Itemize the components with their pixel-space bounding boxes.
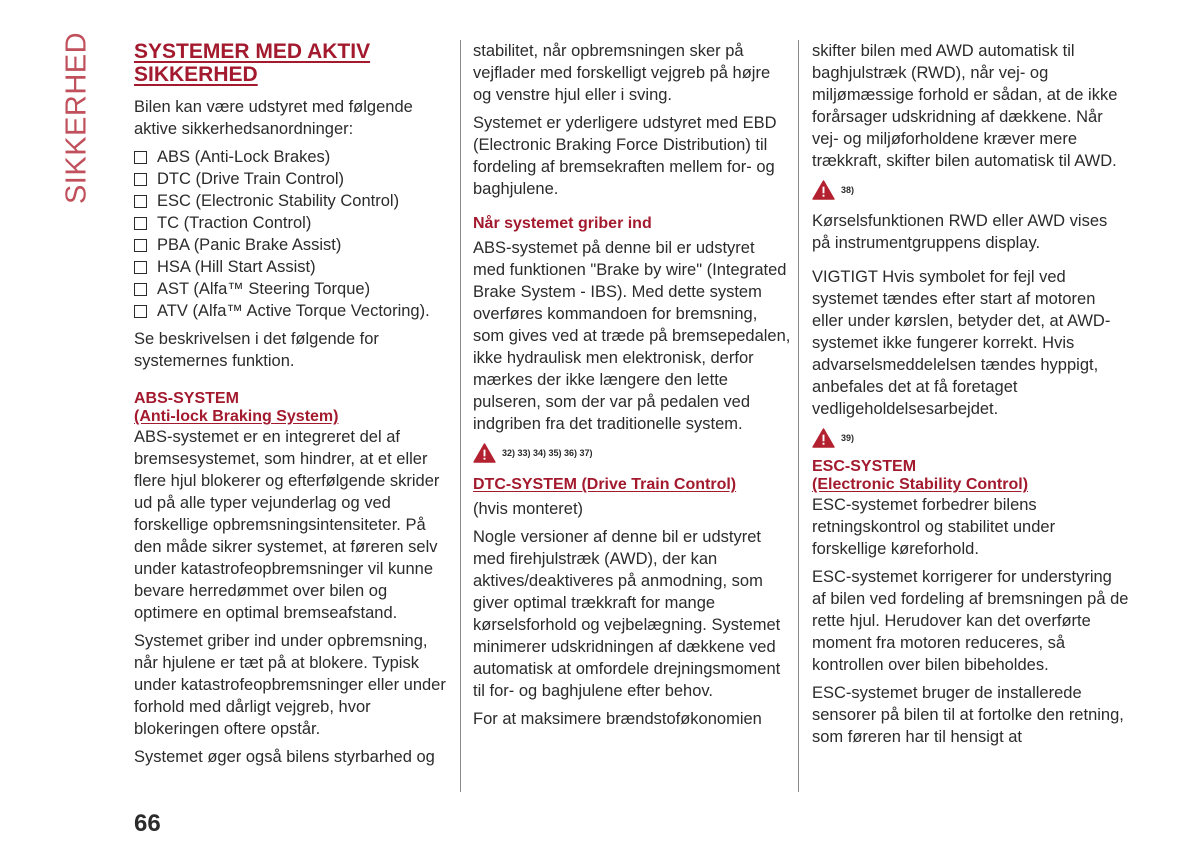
checkbox-bullet-icon bbox=[134, 195, 147, 208]
checkbox-bullet-icon bbox=[134, 239, 147, 252]
paragraph: Systemet er yderligere udstyret med EBD (Electronic Braking Force Distribution) til fordeling af bremsekraften mellem for- og baghjulene. bbox=[473, 114, 777, 198]
section-title: SYSTEMER MED AKTIV SIKKERHED bbox=[134, 40, 371, 86]
list-item: PBA (Panic Brake Assist) bbox=[134, 234, 452, 256]
safety-device-list bbox=[134, 146, 452, 322]
after-list-paragraph: Se beskrivelsen i det følgende for systemernes funktion. bbox=[134, 330, 379, 370]
paragraph: ESC-systemet korrigerer for understyring af bilen ved fordeling af bremsningen på de rette hjul. Herudover kan det overførte moment fra motoren reduceres, så kontrollen over bilen bibeholdes. bbox=[812, 568, 1129, 674]
paragraph: ESC-systemet forbedrer bilens retningskontrol og stabilitet under forskellige køreforhold. bbox=[812, 496, 1056, 558]
list-item: AST (Alfa™ Steering Torque) bbox=[134, 278, 452, 300]
abs-paragraph: Systemet griber ind under opbremsning, når hjulene er tæt på at blokere. Typisk under katastrofeopbremsninger eller under forhold med dårligt vejgreb, hvor blokeringen oftere opstår. bbox=[134, 632, 446, 738]
checkbox-bullet-icon bbox=[134, 305, 147, 318]
checkbox-bullet-icon bbox=[134, 261, 147, 274]
warning-reference bbox=[812, 426, 1130, 450]
list-item: ATV (Alfa™ Active Torque Vectoring). bbox=[134, 300, 452, 322]
paragraph: stabilitet, når opbremsningen sker på vejflader med forskelligt vejgreb på højre og venstre hjul eller i sving. bbox=[473, 42, 771, 104]
warning-ref: 38) bbox=[841, 185, 855, 195]
intervene-heading: Når systemet griber ind bbox=[473, 215, 652, 232]
warning-ref: 39) bbox=[841, 433, 855, 443]
abs-heading: ABS-SYSTEM (Anti-lock Braking System) bbox=[134, 390, 339, 425]
paragraph: Kørselsfunktionen RWD eller AWD vises på instrumentgruppens display. bbox=[812, 212, 1108, 252]
dtc-heading: DTC-SYSTEM (Drive Train Control) bbox=[473, 476, 737, 493]
column-divider bbox=[460, 40, 461, 792]
dtc-subtitle: (hvis monteret) bbox=[473, 500, 584, 518]
abs-paragraph: ABS-systemet er en integreret del af bremsesystemet, som hindrer, at et eller flere hjul blokerer og efterfølgende skrider ud på alle typer vejunderlag og ved forskellige opbremsningsintensiteter. På den måde sikrer systemet, at føreren selv under katastrofeopbremsninger vil kunne bevare herredømmet over bilen og optimere en optimal bremseafstand. bbox=[134, 428, 440, 622]
checkbox-bullet-icon bbox=[134, 151, 147, 164]
section-side-tab bbox=[52, 31, 102, 205]
paragraph: Nogle versioner af denne bil er udstyret med firehjulstræk (AWD), der kan aktives/deaktiveres på anmodning, som giver optimal trækkraft for mange kørselsforhold og vejbelægning. Systemet minimerer udskridningen af dækkene ved automatisk at omfordele drejningsmoment til for- og baghjulene efter behov. bbox=[473, 528, 781, 700]
paragraph: ABS-systemet på denne bil er udstyret med funktionen "Brake by wire" (Integrated Brake System - IBS). Med dette system overføres kommandoen for bremsning, som gives ved at træde på bremsepedalen, ikke hydraulisk men elektronisk, derfor mærkes der ikke længere den lette pulseren, som der var på pedalen ved indgriben fra det traditionelle system. bbox=[473, 239, 791, 433]
column-divider bbox=[798, 40, 799, 792]
list-item: HSA (Hill Start Assist) bbox=[134, 256, 452, 278]
paragraph: ESC-systemet bruger de installerede sensorer på bilen til at fortolke den retning, som føreren har til hensigt at bbox=[812, 684, 1124, 746]
esc-heading: ESC-SYSTEM (Electronic Stability Control) bbox=[812, 458, 1029, 493]
list-item: ESC (Electronic Stability Control) bbox=[134, 190, 452, 212]
paragraph: skifter bilen med AWD automatisk til baghjulstræk (RWD), når vej- og miljømæssige forhold er sådan, at de ikke forårsager udskridning af dækkene. Når vej- og miljøforholdene kræver mere trækkraft, skifter bilen automatisk til AWD. bbox=[812, 42, 1118, 170]
column-2 bbox=[473, 40, 791, 736]
abs-paragraph: Systemet øger også bilens styrbarhed og bbox=[134, 748, 435, 766]
paragraph: For at maksimere brændstoføkonomien bbox=[473, 710, 762, 728]
column-3 bbox=[812, 40, 1130, 754]
list-item: TC (Traction Control) bbox=[134, 212, 452, 234]
important-paragraph: VIGTIGT Hvis symbolet for fejl ved systemet tændes efter start af motoren eller under kørslen, betyder det, at AWD-systemet ikke fungerer korrekt. Hvis advarselsmeddelelsen tændes hyppigt, anbefales det at få foretaget vedligeholdelsesarbejdet. bbox=[812, 268, 1111, 418]
checkbox-bullet-icon bbox=[134, 283, 147, 296]
checkbox-bullet-icon bbox=[134, 173, 147, 186]
checkbox-bullet-icon bbox=[134, 217, 147, 230]
page-number: 66 bbox=[134, 810, 161, 837]
section-tab-label: SIKKERHED bbox=[60, 31, 93, 205]
list-item: DTC (Drive Train Control) bbox=[134, 168, 452, 190]
warning-refs: 32) 33) 34) 35) 36) 37) bbox=[502, 448, 593, 458]
warning-triangle-icon bbox=[812, 180, 835, 200]
column-1 bbox=[134, 40, 452, 774]
list-item: ABS (Anti-Lock Brakes) bbox=[134, 146, 452, 168]
warning-reference bbox=[473, 441, 791, 465]
warning-triangle-icon bbox=[812, 428, 835, 448]
intro-paragraph: Bilen kan være udstyret med følgende aktive sikkerhedsanordninger: bbox=[134, 98, 413, 138]
warning-triangle-icon bbox=[473, 443, 496, 463]
warning-reference bbox=[812, 178, 1130, 202]
